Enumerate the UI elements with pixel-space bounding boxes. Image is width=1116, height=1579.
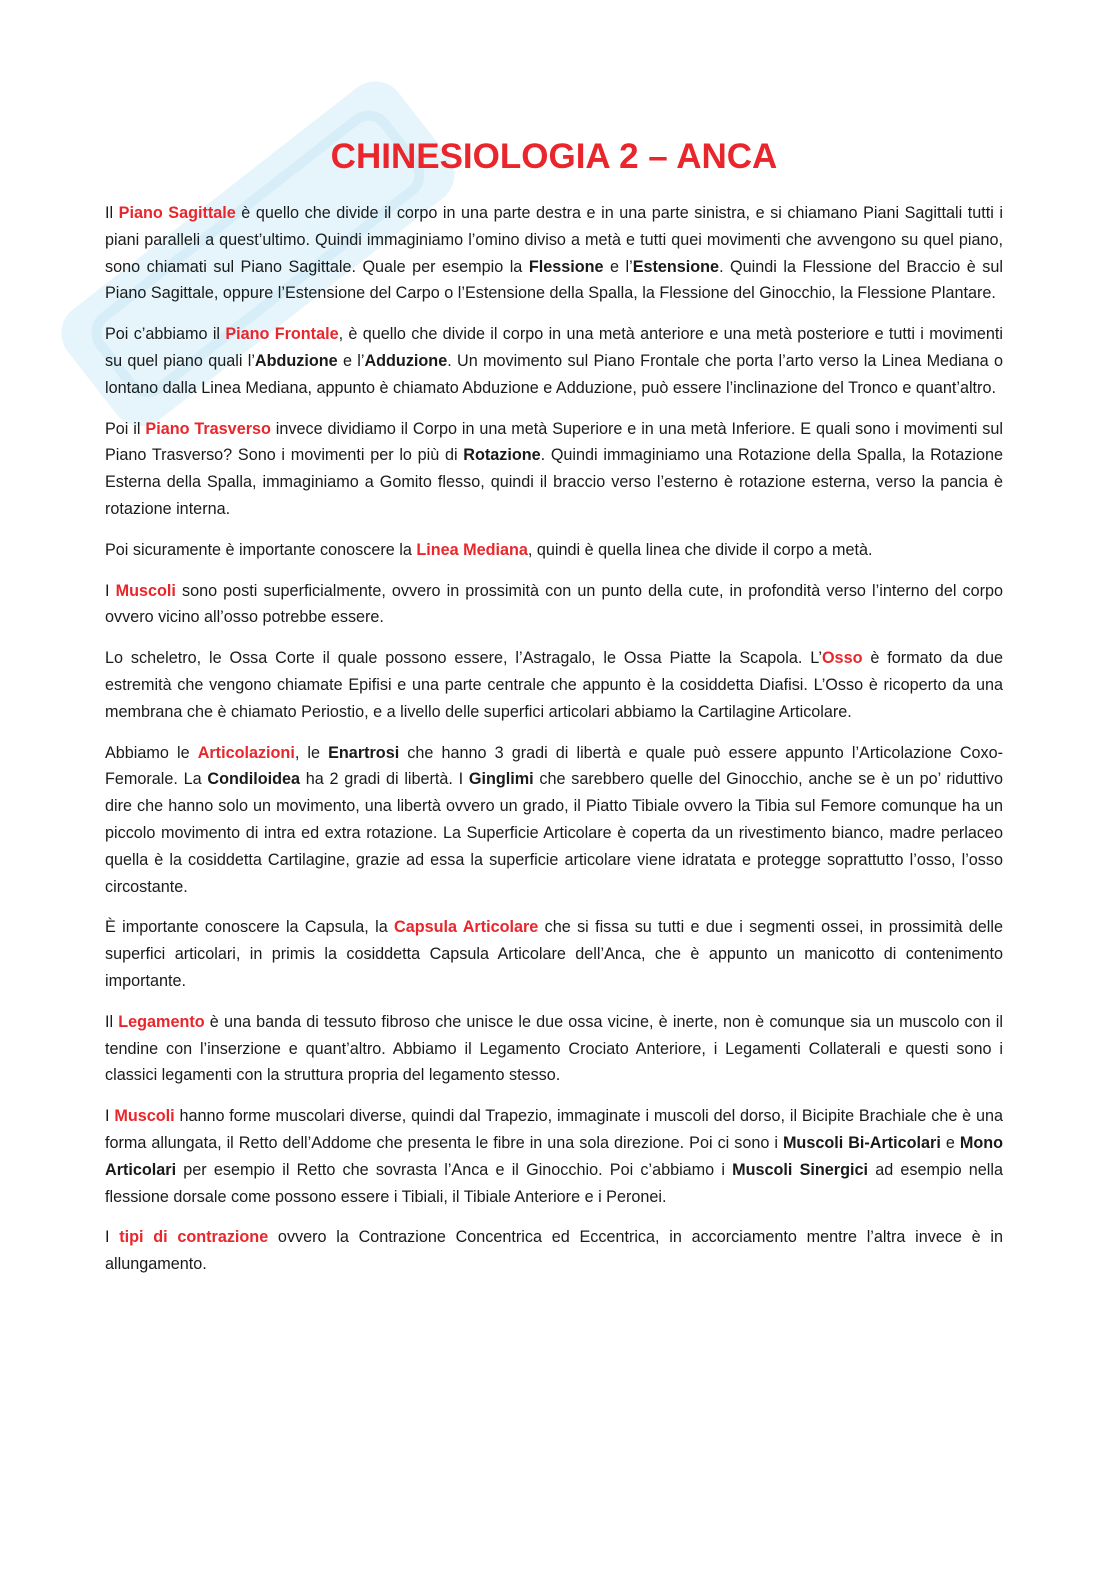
paragraph xyxy=(105,914,1003,994)
bold-term: Ginglimi xyxy=(468,770,534,789)
text-run: è quello che divide il corpo in una parte destra e in una parte sinistra, e si chiamano Piani Sagittali tutti i piani paralleli a quest’ultimo. Quindi immaginiamo l’omino diviso a metà e tutti quei movimenti che avvengono su quel piano, sono chiamati sul Piano Sagittale. Quale per esempio la xyxy=(105,204,1004,276)
bold-term: Flessione xyxy=(528,257,604,276)
highlighted-term: Linea Mediana xyxy=(416,540,528,559)
highlighted-term: Piano Sagittale xyxy=(118,204,236,222)
text-run: I xyxy=(105,581,116,600)
text-run: . Un movimento sul Piano Frontale che porta l’arto verso la Linea Mediana o lontano dalla Linea Mediana, appunto è chiamato Abduzione e Adduzione, può essere l’inclinazione del Tronco e quant’altro. xyxy=(105,351,1003,397)
text-run: Poi c’abbiamo il xyxy=(105,325,226,344)
document-body xyxy=(105,200,1003,1278)
page-title: CHINESIOLOGIA 2 – ANCA xyxy=(330,137,778,176)
text-run: ha 2 gradi di libertà. I xyxy=(300,770,469,789)
highlighted-term: tipi di contrazione xyxy=(119,1228,269,1247)
paragraph xyxy=(105,578,1003,632)
highlighted-term: Osso xyxy=(821,649,863,668)
text-run: che hanno 3 gradi di libertà e quale può essere appunto l’Articolazione Coxo-Femorale. La xyxy=(105,743,1004,789)
highlighted-term: Capsula Articolare xyxy=(394,918,539,937)
text-run: Poi il xyxy=(105,419,146,438)
bold-term: Muscoli Sinergici xyxy=(732,1160,868,1179)
text-run: e l’ xyxy=(337,351,365,370)
text-run: che si fissa su tutti e due i segmenti ossei, in prossimità delle superfici articolari, in primis la cosiddetta Capsula Articolare dell’Anca, che è appunto un manicotto di contenimento importante. xyxy=(105,918,1003,990)
paragraph xyxy=(105,1009,1003,1089)
bold-term: Abduzione xyxy=(254,351,338,370)
bold-term: Adduzione xyxy=(364,351,448,370)
text-run: invece dividiamo il Corpo in una metà Superiore e in una metà Inferiore. E quali sono i movimenti sul Piano Trasverso? Sono i movimenti per lo più di xyxy=(105,419,1003,465)
text-run: Poi sicuramente è importante conoscere la xyxy=(105,540,417,559)
highlighted-term: Piano Frontale xyxy=(225,325,339,344)
text-run: ovvero la Contrazione Concentrica ed Eccentrica, in accorciamento mentre l’altra invece è in allungamento. xyxy=(105,1228,1003,1274)
text-run: sono posti superficialmente, ovvero in prossimità con un punto della cute, in profondità verso l’interno del corpo ovvero vicino all’osso potrebbe essere. xyxy=(105,581,1004,627)
text-run: Lo scheletro, le Ossa Corte il quale possono essere, l’Astragalo, le Ossa Piatte la Scapola. L’ xyxy=(105,649,822,668)
text-run: è formato da due estremità che vengono chiamate Epifisi e una parte centrale che appunto è la cosiddetta Diafisi. L’Osso è ricoperto da una membrana che è chiamato Periostio, e a livello delle superfici articolari abbiamo la Cartilagine Articolare. xyxy=(105,649,1003,721)
highlighted-term: Muscoli xyxy=(115,581,176,600)
document-page xyxy=(105,136,1003,1292)
paragraph xyxy=(105,321,1003,401)
text-run: Abbiamo le xyxy=(105,743,198,762)
text-run: e l’ xyxy=(603,257,633,276)
text-run: per esempio il Retto che sovrasta l’Anca e il Ginocchio. Poi c’abbiamo i xyxy=(176,1160,733,1179)
paragraph xyxy=(105,537,1003,564)
text-run: Il xyxy=(105,1012,119,1031)
bold-term: Condiloidea xyxy=(207,770,301,789)
paragraph xyxy=(105,645,1003,725)
highlighted-term: Muscoli xyxy=(114,1107,175,1126)
text-run: Il xyxy=(105,204,119,222)
paragraph xyxy=(105,200,1003,307)
highlighted-term: Articolazioni xyxy=(197,743,295,762)
paragraph xyxy=(105,416,1003,523)
text-run: , quindi è quella linea che divide il corpo a metà. xyxy=(527,540,873,559)
text-run: hanno forme muscolari diverse, quindi dal Trapezio, immaginate i muscoli del dorso, il Bicipite Brachiale che è una forma allungata, il Retto dell’Addome che presenta le fibre in una sola direzione. Poi ci sono i xyxy=(105,1107,1003,1152)
text-run: . Quindi la Flessione del Braccio è sul Piano Sagittale, oppure l’Estensione del Carpo o l’Estensione della Spalla, la Flessione del Ginocchio, la Flessione Plantare. xyxy=(105,257,1003,303)
text-run: ad esempio nella flessione dorsale come possono essere i Tibiali, il Tibiale Anteriore e i Peronei. xyxy=(105,1160,1003,1206)
text-run: che sarebbero quelle del Ginocchio, anche se è un po’ riduttivo dire che hanno solo un movimento, una libertà ovvero un grado, il Piatto Tibiale ovvero la Tibia sul Femore comunque ha un piccolo movimento di intra ed extra rotazione. La Superficie Articolare è coperta da un rivestimento bianco, madre perlaceo quella è la cosiddetta Cartilagine, grazie ad essa la superficie articolare viene idratata e protegge soprattutto l’osso, l’osso circostante. xyxy=(105,770,1003,896)
text-run: I xyxy=(105,1228,120,1247)
text-run: È importante conoscere la Capsula, la xyxy=(105,918,395,937)
paragraph xyxy=(105,1224,1003,1278)
text-run: è una banda di tessuto fibroso che unisce le due ossa vicine, è inerte, non è comunque sia un muscolo con il tendine con l’inserzione e quant’altro. Abbiamo il Legamento Crociato Anteriore, i Legamenti Collaterali e questi sono i classici legamenti con la struttura propria del legamento stesso. xyxy=(105,1012,1003,1085)
text-run: e xyxy=(940,1133,960,1152)
text-run: , le xyxy=(294,743,329,762)
bold-term: Enartrosi xyxy=(328,743,400,762)
bold-term: Muscoli Bi-Articolari xyxy=(782,1133,941,1152)
text-run: I xyxy=(105,1107,115,1126)
text-run: , è quello che divide il corpo in una metà anteriore e una metà posteriore e tutti i movimenti su quel piano quali l’ xyxy=(105,325,1003,370)
bold-term: Estensione xyxy=(632,257,720,276)
paragraph xyxy=(105,1103,1003,1210)
bold-term: Rotazione xyxy=(463,446,541,465)
paragraph xyxy=(105,740,1003,901)
highlighted-term: Legamento xyxy=(118,1012,205,1031)
highlighted-term: Piano Trasverso xyxy=(145,419,271,438)
text-run: . Quindi immaginiamo una Rotazione della Spalla, la Rotazione Esterna della Spalla, immaginiamo a Gomito flesso, quindi il braccio verso l’esterno è rotazione esterna, verso la pancia è rotazione interna. xyxy=(105,446,1003,518)
bold-term: Mono Articolari xyxy=(105,1133,1004,1179)
